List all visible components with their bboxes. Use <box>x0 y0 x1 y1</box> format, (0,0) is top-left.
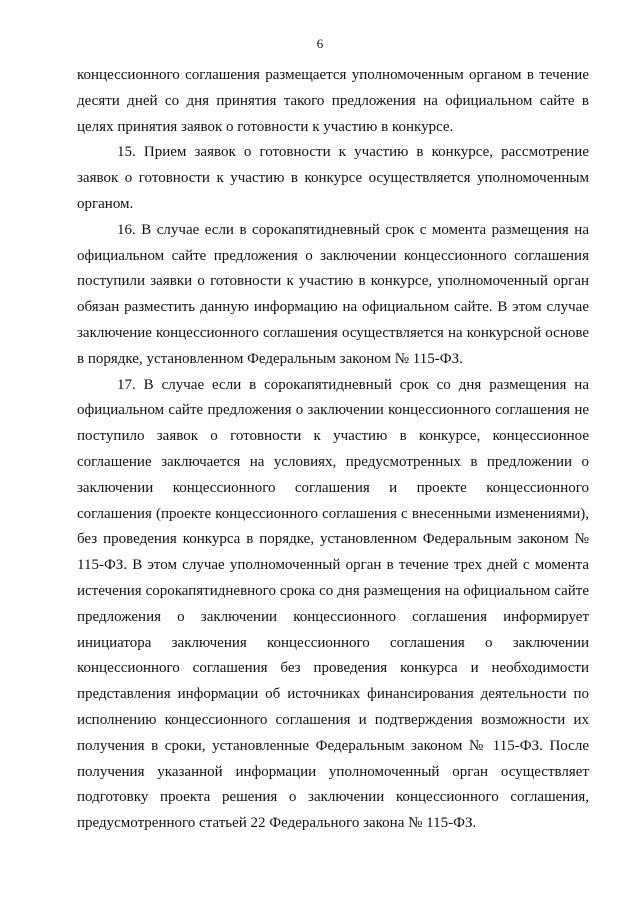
paragraph-16: 16. В случае если в сорокапятидневный срок с момента размещения на официальном сайте предложения о заключении концессионного соглашения поступили заявки о готовности к участию в конкурсе, уполномоченный орган обязан разместить данную информацию на официальном сайте. В этом случае заключение концессионного соглашения осуществляется на конкурсной основе в порядке, установленном Федеральным законом № 115-ФЗ. <box>77 221 589 367</box>
paragraph-17: 17. В случае если в сорокапятидневный срок со дня размещения на официальном сайте предложения о заключении концессионного соглашения не поступило заявок о готовности к участию в конкурсе, концессионное соглашение заключается на условиях, предусмотренных в предложении о заключении концессионного соглашения и проекте концессионного соглашения (проекте концессионного соглашения с внесенными изменениями), без проведения конкурса в порядке, установленном Федеральным законом № 115-ФЗ. В этом случае уполномоченный орган в течение трех дней с момента истечения сорокапятидневного срока со дня размещения на официальном сайте предложения о заключении концессионного соглашения информирует инициатора заключения концессионного соглашения о заключении концессионного соглашения без проведения конкурса и необходимости представления информации об источниках финансирования деятельности по исполнению концессионного соглашения и подтверждения возможности их получения в сроки, установленные Федеральным законом № 115-ФЗ. После получения указанной информации уполномоченный орган осуществляет подготовку проекта решения о заключении концессионного соглашения, предусмотренного статьей 22 Федерального закона № 115-ФЗ. <box>77 376 589 832</box>
paragraph-continuation: концессионного соглашения размещается уполномоченным органом в течение десяти дней со дня принятия такого предложения на официальном сайте в целях принятия заявок о готовности к участию в конкурсе. <box>77 67 589 135</box>
page-number: 6 <box>316 36 324 51</box>
paragraph-15: 15. Прием заявок о готовности к участию в конкурсе, рассмотрение заявок о готовности к участию в конкурсе осуществляется уполномоченным органом. <box>77 144 589 212</box>
document-body <box>77 63 589 837</box>
